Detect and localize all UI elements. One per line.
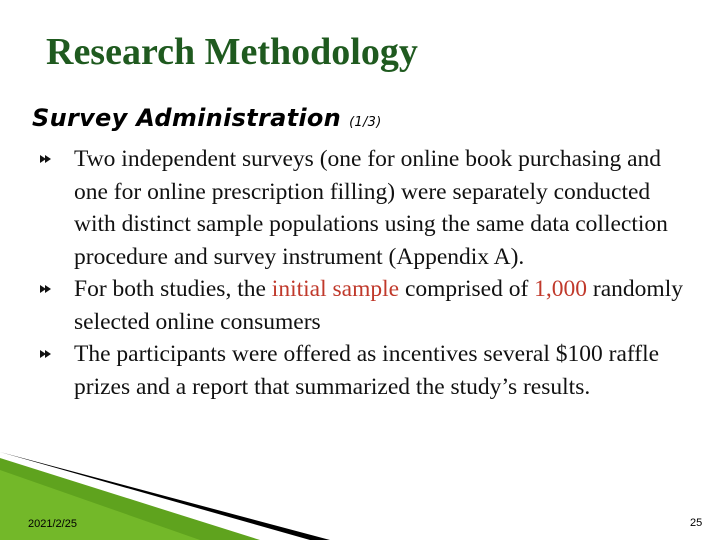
diamond-arrow-bullet-icon	[40, 283, 52, 295]
page-number: 25	[690, 517, 703, 529]
bullet-text-middle: comprised of	[399, 276, 535, 302]
bullet-list	[40, 143, 690, 403]
bullet-item	[40, 273, 690, 338]
slide-title: Research Methodology	[46, 31, 418, 73]
bullet-item	[40, 338, 690, 403]
diamond-arrow-bullet-icon	[40, 153, 52, 165]
highlight-sample-size: 1,000	[534, 276, 588, 302]
slide-subtitle	[32, 104, 382, 132]
footer-date: 2021/2/25	[28, 518, 77, 530]
bullet-text: The participants were offered as incentives several $100 raffle prizes and a report that summarized the study’s results.	[74, 341, 660, 400]
bullet-text: Two independent surveys (one for online book purchasing and one for online prescription filling) were separately conducted with distinct sample populations using the same data collection procedure and survey instrument (Appendix A).	[74, 146, 668, 270]
diamond-arrow-bullet-icon	[40, 348, 52, 360]
subtitle-text: Survey Administration	[32, 104, 342, 132]
bullet-text-after: randomly selected online consumers	[74, 276, 683, 335]
subtitle-part: (1/3)	[349, 115, 382, 130]
highlight-initial-sample: initial sample	[271, 276, 400, 302]
bullet-item	[40, 143, 690, 273]
bullet-text: For both studies, the	[74, 276, 272, 302]
